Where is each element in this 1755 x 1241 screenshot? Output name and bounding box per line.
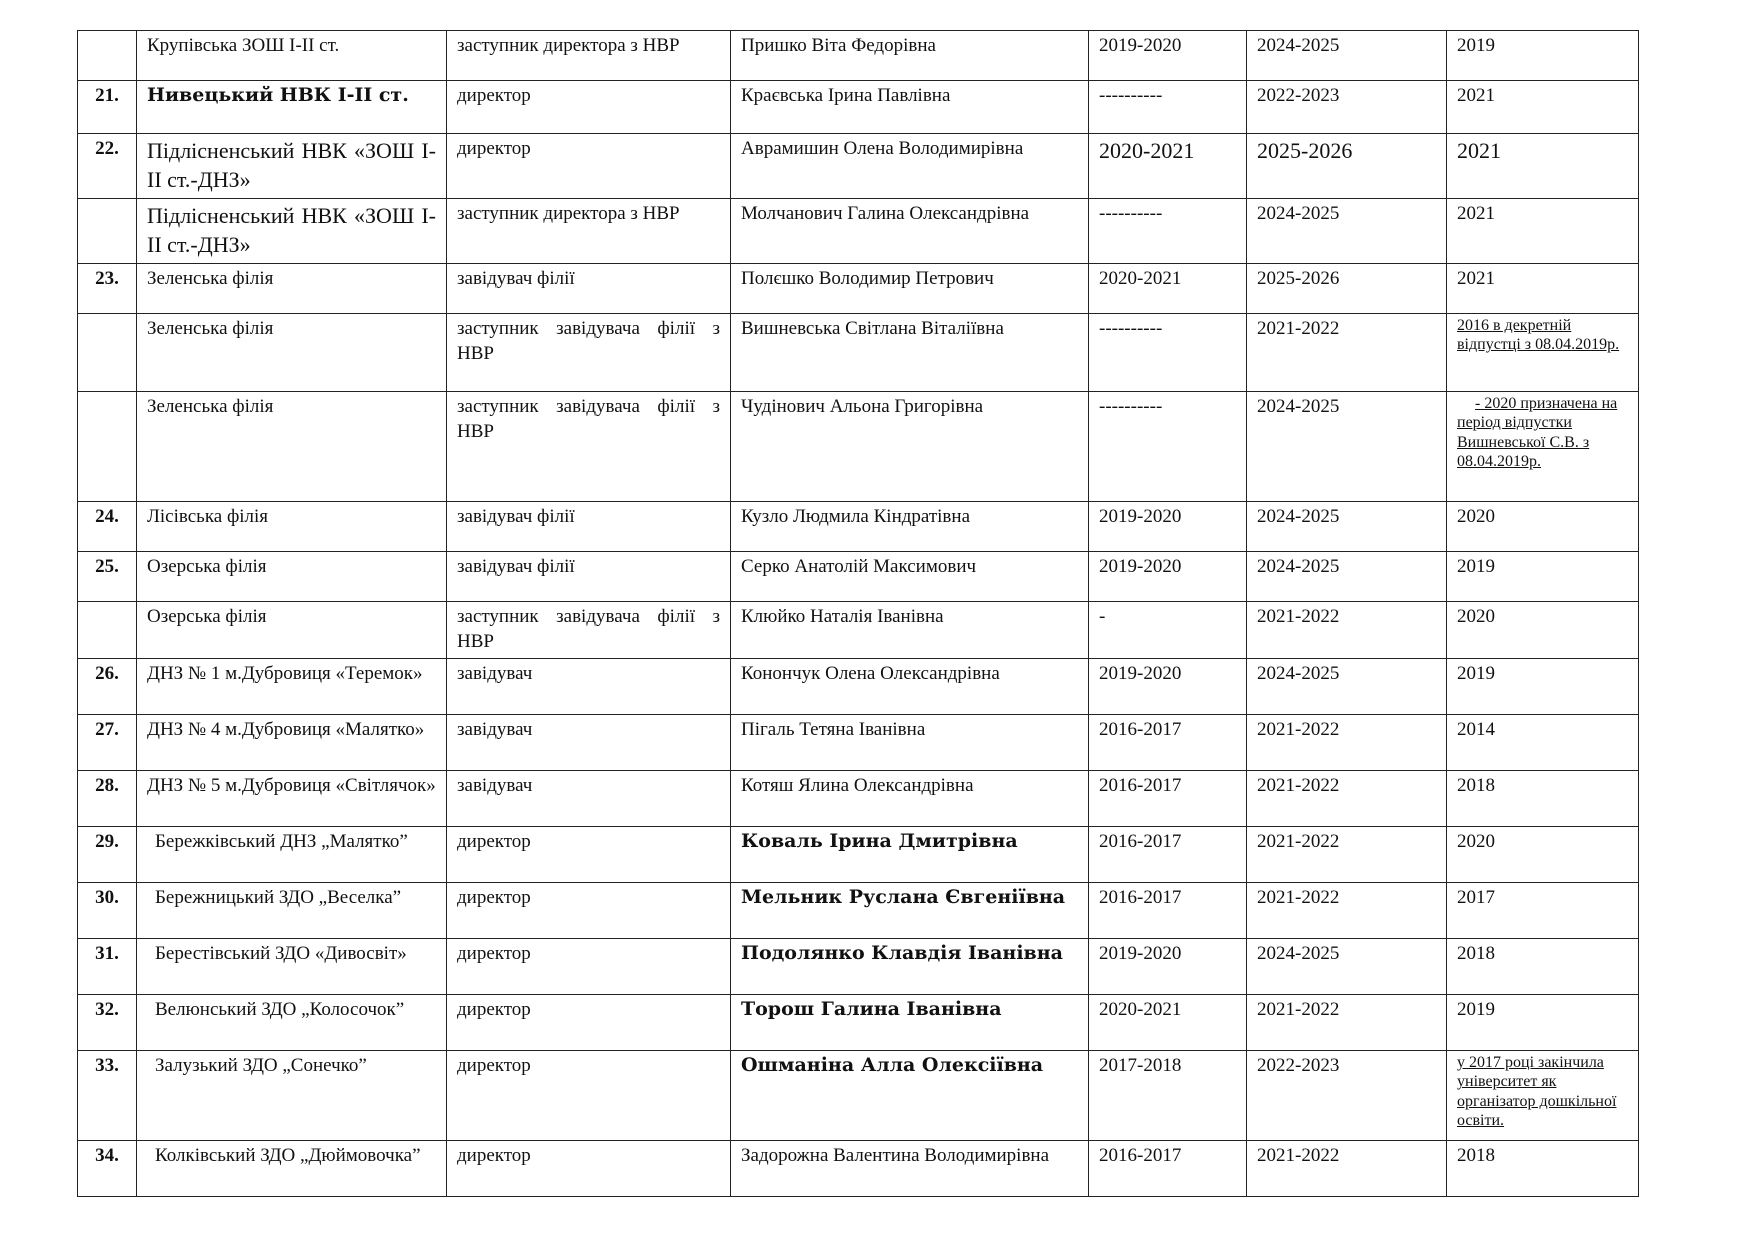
next-period-cell: 2021-2022 [1247, 883, 1447, 939]
position-cell: директор [447, 939, 731, 995]
next-period-cell: 2021-2022 [1247, 1141, 1447, 1197]
year-cell: 2020 [1447, 502, 1639, 552]
next-period-cell: 2025-2026 [1247, 134, 1447, 199]
position-cell: директор [447, 995, 731, 1051]
position-cell: директор [447, 827, 731, 883]
institution-cell: Підлісненський НВК «ЗОШ І-ІІ ст.-ДНЗ» [137, 134, 447, 199]
next-period-cell: 2024-2025 [1247, 939, 1447, 995]
institution-cell: Залузький ЗДО „Сонечко” [137, 1051, 447, 1141]
table-row [78, 659, 1639, 715]
table-row [78, 314, 1639, 392]
table-row [78, 883, 1639, 939]
institution-cell: Бережківський ДНЗ „Малятко” [137, 827, 447, 883]
name-cell: Задорожна Валентина Володимирівна [731, 1141, 1089, 1197]
institution-cell: Озерська філія [137, 552, 447, 602]
position-cell: заступник завідувача філії з НВР [447, 392, 731, 502]
row-number [78, 602, 137, 659]
period-cell: 2019-2020 [1089, 31, 1247, 81]
institution-cell: Озерська філія [137, 602, 447, 659]
period-cell: - [1089, 602, 1247, 659]
year-cell: 2021 [1447, 81, 1639, 134]
year-note-cell [1447, 314, 1639, 392]
row-number: 33. [78, 1051, 137, 1141]
position-cell: директор [447, 1051, 731, 1141]
year-value: 2016 [1457, 317, 1489, 335]
year-cell: 2018 [1447, 939, 1639, 995]
row-number: 29. [78, 827, 137, 883]
position-cell: завідувач філії [447, 502, 731, 552]
next-period-cell: 2021-2022 [1247, 314, 1447, 392]
period-cell: 2016-2017 [1089, 883, 1247, 939]
position-cell: завідувач [447, 771, 731, 827]
institution-cell: Зеленська філія [137, 314, 447, 392]
row-number [78, 199, 137, 264]
institution-cell: Бережницький ЗДО „Веселка” [137, 883, 447, 939]
year-value: - [1475, 395, 1481, 413]
name-cell: Серко Анатолій Максимович [731, 552, 1089, 602]
institution-cell: Зеленська філія [137, 392, 447, 502]
note-text: в декретній відпустці з 08.04.2019р. [1457, 317, 1620, 354]
next-period-cell: 2024-2025 [1247, 392, 1447, 502]
period-cell: ---------- [1089, 81, 1247, 134]
institution-cell: Колківський ЗДО „Дюймовочка” [137, 1141, 447, 1197]
year-cell: 2018 [1447, 771, 1639, 827]
name-cell: Мельник Руслана Євгеніївна [731, 883, 1089, 939]
note-text: 2020 призначена на період відпустки Вишневської С.В. з 08.04.2019р. [1457, 395, 1618, 470]
name-cell: Краєвська Ірина Павлівна [731, 81, 1089, 134]
name-cell: Пришко Віта Федорівна [731, 31, 1089, 81]
year-cell: 2019 [1447, 31, 1639, 81]
table-row [78, 552, 1639, 602]
institution-cell: Лісівська філія [137, 502, 447, 552]
period-cell: 2019-2020 [1089, 659, 1247, 715]
row-number [78, 31, 137, 81]
table-row [78, 995, 1639, 1051]
position-cell: завідувач філії [447, 552, 731, 602]
row-number: 22. [78, 134, 137, 199]
next-period-cell: 2024-2025 [1247, 502, 1447, 552]
table-row [78, 1141, 1639, 1197]
institution-cell: Підлісненський НВК «ЗОШ І-ІІ ст.-ДНЗ» [137, 199, 447, 264]
table-row [78, 199, 1639, 264]
staff-table [77, 30, 1639, 1197]
period-cell: 2020-2021 [1089, 264, 1247, 314]
position-cell: директор [447, 1141, 731, 1197]
institution-cell: Зеленська філія [137, 264, 447, 314]
institution-cell: Нивецький НВК І-ІІ ст. [137, 81, 447, 134]
next-period-cell: 2024-2025 [1247, 199, 1447, 264]
next-period-cell: 2024-2025 [1247, 552, 1447, 602]
institution-cell: ДНЗ № 1 м.Дубровиця «Теремок» [137, 659, 447, 715]
position-cell: завідувач [447, 715, 731, 771]
year-cell: 2019 [1447, 552, 1639, 602]
row-number: 32. [78, 995, 137, 1051]
period-cell: ---------- [1089, 392, 1247, 502]
period-cell: 2019-2020 [1089, 502, 1247, 552]
row-number: 34. [78, 1141, 137, 1197]
table-row [78, 771, 1639, 827]
table-row [78, 715, 1639, 771]
next-period-cell: 2021-2022 [1247, 602, 1447, 659]
table-row [78, 392, 1639, 502]
period-cell: ---------- [1089, 199, 1247, 264]
year-cell: 2020 [1447, 827, 1639, 883]
row-number: 24. [78, 502, 137, 552]
table-row [78, 31, 1639, 81]
year-cell: 2021 [1447, 134, 1639, 199]
institution-cell: Крупівська ЗОШ І-ІІ ст. [137, 31, 447, 81]
period-cell: 2016-2017 [1089, 827, 1247, 883]
next-period-cell: 2021-2022 [1247, 715, 1447, 771]
period-cell: 2020-2021 [1089, 134, 1247, 199]
name-cell: Котяш Ялина Олександрівна [731, 771, 1089, 827]
period-cell: ---------- [1089, 314, 1247, 392]
next-period-cell: 2025-2026 [1247, 264, 1447, 314]
name-cell: Вишневська Світлана Віталіївна [731, 314, 1089, 392]
row-number: 27. [78, 715, 137, 771]
name-cell: Пігаль Тетяна Іванівна [731, 715, 1089, 771]
position-cell: заступник директора з НВР [447, 199, 731, 264]
row-number: 30. [78, 883, 137, 939]
row-number: 26. [78, 659, 137, 715]
period-cell: 2016-2017 [1089, 771, 1247, 827]
name-cell: Чудінович Альона Григорівна [731, 392, 1089, 502]
next-period-cell: 2024-2025 [1247, 31, 1447, 81]
year-cell: 2021 [1447, 199, 1639, 264]
period-cell: 2016-2017 [1089, 1141, 1247, 1197]
name-cell: Подолянко Клавдія Іванівна [731, 939, 1089, 995]
next-period-cell: 2022-2023 [1247, 1051, 1447, 1141]
year-cell: 2019 [1447, 659, 1639, 715]
row-number [78, 392, 137, 502]
table-row [78, 264, 1639, 314]
year-note-cell [1447, 392, 1639, 502]
next-period-cell: 2022-2023 [1247, 81, 1447, 134]
table-row [78, 827, 1639, 883]
table-row [78, 939, 1639, 995]
name-cell: Аврамишин Олена Володимирівна [731, 134, 1089, 199]
position-cell: директор [447, 883, 731, 939]
name-cell: Ошманіна Алла Олексіївна [731, 1051, 1089, 1141]
year-cell: 2014 [1447, 715, 1639, 771]
row-number: 31. [78, 939, 137, 995]
institution-cell: Велюнський ЗДО „Колосочок” [137, 995, 447, 1051]
table-row [78, 502, 1639, 552]
name-cell: Конончук Олена Олександрівна [731, 659, 1089, 715]
institution-cell: ДНЗ № 4 м.Дубровиця «Малятко» [137, 715, 447, 771]
row-number [78, 314, 137, 392]
position-cell: завідувач філії [447, 264, 731, 314]
table-row [78, 602, 1639, 659]
table-row [78, 1051, 1639, 1141]
table-row [78, 134, 1639, 199]
name-cell: Молчанович Галина Олександрівна [731, 199, 1089, 264]
position-cell: заступник завідувача філії з НВР [447, 602, 731, 659]
year-cell: 2017 [1447, 883, 1639, 939]
name-cell: Торош Галина Іванівна [731, 995, 1089, 1051]
position-cell: завідувач [447, 659, 731, 715]
next-period-cell: 2021-2022 [1247, 827, 1447, 883]
institution-cell: ДНЗ № 5 м.Дубровиця «Світлячок» [137, 771, 447, 827]
position-cell: директор [447, 134, 731, 199]
year-cell: 2021 [1447, 264, 1639, 314]
name-cell: Полєшко Володимир Петрович [731, 264, 1089, 314]
period-cell: 2019-2020 [1089, 939, 1247, 995]
year-cell: 2020 [1447, 602, 1639, 659]
position-cell: заступник директора з НВР [447, 31, 731, 81]
row-number: 25. [78, 552, 137, 602]
next-period-cell: 2021-2022 [1247, 771, 1447, 827]
year-cell: 2018 [1447, 1141, 1639, 1197]
period-cell: 2020-2021 [1089, 995, 1247, 1051]
row-number: 21. [78, 81, 137, 134]
position-cell: заступник завідувача філії з НВР [447, 314, 731, 392]
period-cell: 2019-2020 [1089, 552, 1247, 602]
table-row [78, 81, 1639, 134]
period-cell: 2017-2018 [1089, 1051, 1247, 1141]
period-cell: 2016-2017 [1089, 715, 1247, 771]
row-number: 23. [78, 264, 137, 314]
name-cell: Коваль Ірина Дмитрівна [731, 827, 1089, 883]
next-period-cell: 2021-2022 [1247, 995, 1447, 1051]
row-number: 28. [78, 771, 137, 827]
position-cell: директор [447, 81, 731, 134]
name-cell: Кузло Людмила Кіндратівна [731, 502, 1089, 552]
next-period-cell: 2024-2025 [1247, 659, 1447, 715]
year-cell: 2019 [1447, 995, 1639, 1051]
name-cell: Клюйко Наталія Іванівна [731, 602, 1089, 659]
note-cell: у 2017 році закінчила університет як організатор дошкільної освіти. [1447, 1051, 1639, 1141]
institution-cell: Берестівський ЗДО «Дивосвіт» [137, 939, 447, 995]
